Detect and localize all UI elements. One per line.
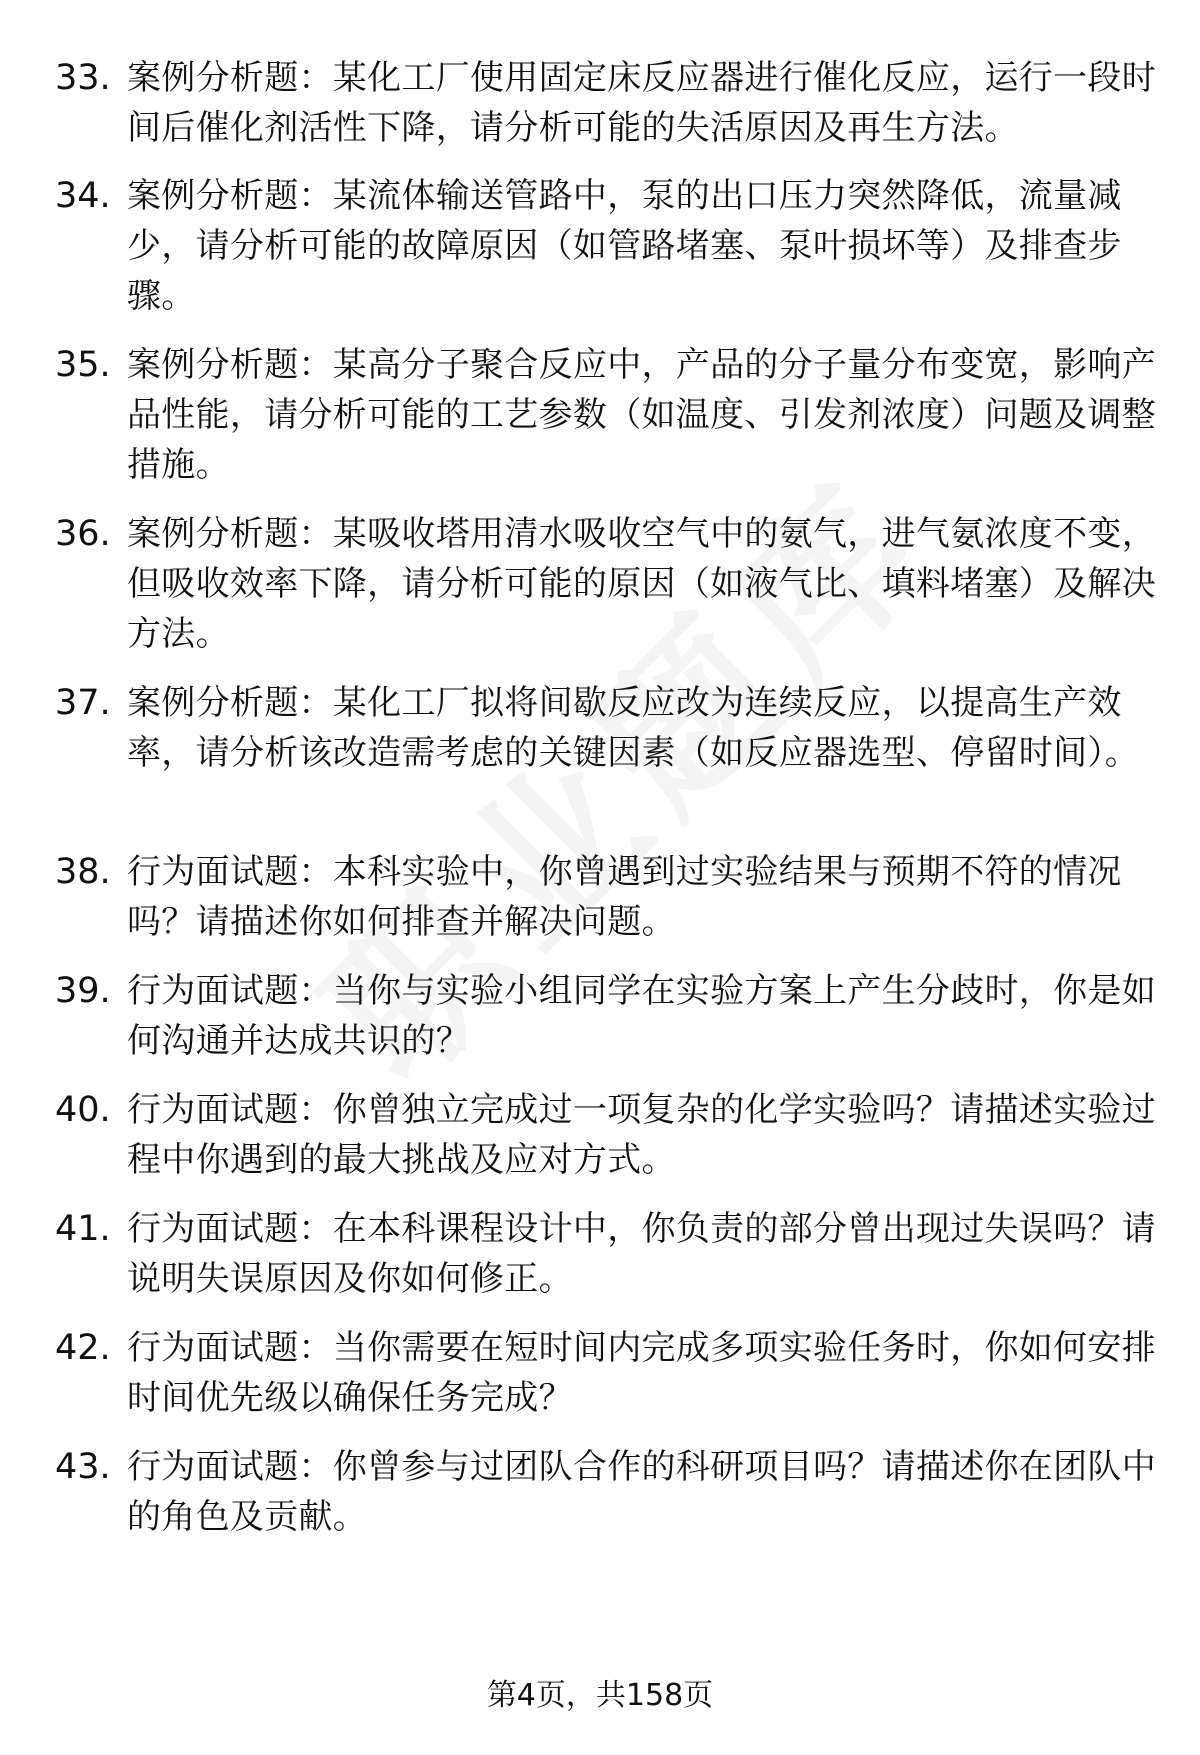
question-text: 案例分析题：某流体输送管路中，泵的出口压力突然降低，流量减少，请分析可能的故障原因（如管路堵塞、泵叶损坏等）及排查步骤。 [127, 176, 1122, 316]
question-number: 35. [55, 345, 111, 385]
question-text: 行为面试题：你曾参与过团队合作的科研项目吗？请描述你在团队中的角色及贡献。 [127, 1447, 1156, 1537]
question-text: 案例分析题：某高分子聚合反应中，产品的分子量分布变宽，影响产品性能，请分析可能的工艺参数（如温度、引发剂浓度）问题及调整措施。 [127, 345, 1156, 485]
question-text: 案例分析题：某化工厂拟将间歇反应改为连续反应，以提高生产效率，请分析该改造需考虑的关键因素（如反应器选型、停留时间）。 [127, 683, 1139, 773]
question-number: 41. [55, 1209, 111, 1249]
question-text: 行为面试题：在本科课程设计中，你负责的部分曾出现过失误吗？请说明失误原因及你如何修正。 [127, 1209, 1156, 1299]
question-text: 行为面试题：本科实验中，你曾遇到过实验结果与预期不符的情况吗？请描述你如何排查并解决问题。 [127, 852, 1122, 942]
question-number: 36. [55, 514, 111, 554]
question-number: 34. [55, 176, 111, 216]
question-number: 33. [55, 58, 111, 98]
question-text: 行为面试题：当你需要在短时间内完成多项实验任务时，你如何安排时间优先级以确保任务完成？ [127, 1328, 1156, 1418]
question-number: 40. [55, 1090, 111, 1130]
question-number: 43. [55, 1447, 111, 1487]
question-number: 38. [55, 852, 111, 892]
question-number: 39. [55, 971, 111, 1011]
question-text: 行为面试题：当你与实验小组同学在实验方案上产生分歧时，你是如何沟通并达成共识的？ [127, 971, 1156, 1061]
question-text: 案例分析题：某化工厂使用固定床反应器进行催化反应，运行一段时间后催化剂活性下降，请分析可能的失活原因及再生方法。 [127, 58, 1156, 148]
page-footer [0, 1674, 1200, 1718]
question-text: 行为面试题：你曾独立完成过一项复杂的化学实验吗？请描述实验过程中你遇到的最大挑战及应对方式。 [127, 1090, 1156, 1180]
page-number-label: 第4页，共158页 [486, 1678, 714, 1713]
question-number: 42. [55, 1328, 111, 1368]
question-number: 37. [55, 683, 111, 723]
question-text: 案例分析题：某吸收塔用清水吸收空气中的氨气，进气氨浓度不变，但吸收效率下降，请分析可能的原因（如液气比、填料堵塞）及解决方法。 [127, 514, 1156, 654]
